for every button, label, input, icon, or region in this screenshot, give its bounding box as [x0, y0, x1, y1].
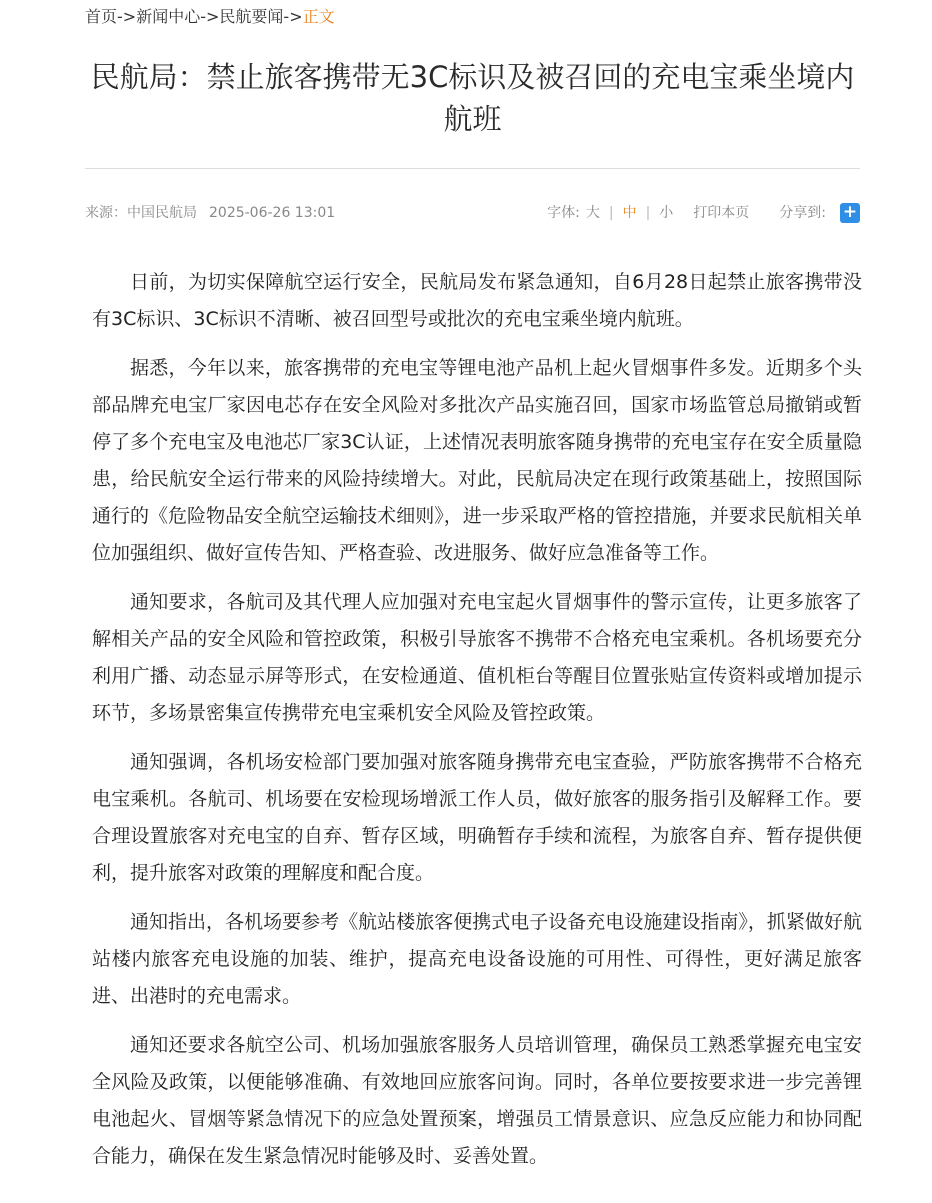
font-size-medium-button[interactable]: 中 — [622, 205, 637, 221]
breadcrumb-caac-news-link[interactable]: 民航要闻 — [219, 7, 284, 26]
font-size-small-button[interactable]: 小 — [659, 205, 674, 221]
breadcrumb-news-center-link[interactable]: 新闻中心 — [136, 7, 201, 26]
article-meta — [85, 202, 860, 224]
article-tools — [547, 202, 860, 224]
breadcrumb-separator: -> — [200, 7, 220, 26]
breadcrumb — [85, 6, 335, 28]
article-paragraph: 日前，为切实保障航空运行安全，民航局发布紧急通知，自6月28日起禁止旅客携带没有3C标识、3C标识不清晰、被召回型号或批次的充电宝乘坐境内航班。 — [92, 271, 862, 330]
article-paragraph: 通知还要求各航空公司、机场加强旅客服务人员培训管理，确保员工熟悉掌握充电宝安全风险及政策，以便能够准确、有效地回应旅客问询。同时，各单位要按要求进一步完善锂电池起火、冒烟等紧急情况下的应急处置预案，增强员工情景意识、应急反应能力和协同配合能力，确保在发生紧急情况时能够及时、妥善处置。 — [92, 1034, 862, 1167]
font-size-separator: | — [608, 205, 614, 221]
font-size-separator: | — [645, 205, 651, 221]
share-label: 分享到: — [779, 205, 826, 221]
breadcrumb-separator: -> — [283, 7, 303, 26]
source-value: 中国民航局 — [127, 205, 197, 221]
print-page-link[interactable]: 打印本页 — [693, 205, 750, 221]
font-size-large-button[interactable]: 大 — [585, 205, 600, 221]
article-body — [92, 264, 862, 1187]
article-paragraph: 通知强调，各机场安检部门要加强对旅客随身携带充电宝查验，严防旅客携带不合格充电宝乘机。各航司、机场要在安检现场增派工作人员，做好旅客的服务指引及解释工作。要合理设置旅客对充电宝的自弃、暂存区域，明确暂存手续和流程，为旅客自弃、暂存提供便利，提升旅客对政策的理解度和配合度。 — [92, 751, 862, 884]
breadcrumb-home-link[interactable]: 首页 — [85, 7, 118, 26]
article-paragraph: 通知指出，各机场要参考《航站楼旅客便携式电子设备充电设施建设指南》，抓紧做好航站楼内旅客充电设施的加装、维护，提高充电设备设施的可用性、可得性，更好满足旅客进、出港时的充电需求。 — [92, 911, 862, 1007]
publish-date: 2025-06-26 13:01 — [209, 205, 336, 221]
article-title: 民航局：禁止旅客携带无3C标识及被召回的充电宝乘坐境内航班 — [90, 60, 855, 136]
source-label: 来源： — [85, 205, 127, 221]
article-paragraph: 通知要求，各航司及其代理人应加强对充电宝起火冒烟事件的警示宣传，让更多旅客了解相关产品的安全风险和管控政策，积极引导旅客不携带不合格充电宝乘机。各机场要充分利用广播、动态显示屏等形式，在安检通道、值机柜台等醒目位置张贴宣传资料或增加提示环节，多场景密集宣传携带充电宝乘机安全风险及管控政策。 — [92, 591, 862, 724]
title-divider — [85, 168, 860, 169]
article-paragraph: 据悉，今年以来，旅客携带的充电宝等锂电池产品机上起火冒烟事件多发。近期多个头部品牌充电宝厂家因电芯存在安全风险对多批次产品实施召回，国家市场监管总局撤销或暂停了多个充电宝及电池芯厂家3C认证，上述情况表明旅客随身携带的充电宝存在安全质量隐患，给民航安全运行带来的风险持续增大。对此，民航局决定在现行政策基础上，按照国际通行的《危险物品安全航空运输技术细则》，进一步采取严格的管控措施，并要求民航相关单位加强组织、做好宣传告知、严格查验、改进服务、做好应急准备等工作。 — [92, 357, 862, 564]
share-plus-icon[interactable]: + — [840, 203, 860, 223]
breadcrumb-separator: -> — [117, 7, 137, 26]
breadcrumb-current: 正文 — [302, 7, 335, 26]
article-source-info — [85, 202, 335, 224]
font-size-label: 字体: — [547, 205, 580, 221]
